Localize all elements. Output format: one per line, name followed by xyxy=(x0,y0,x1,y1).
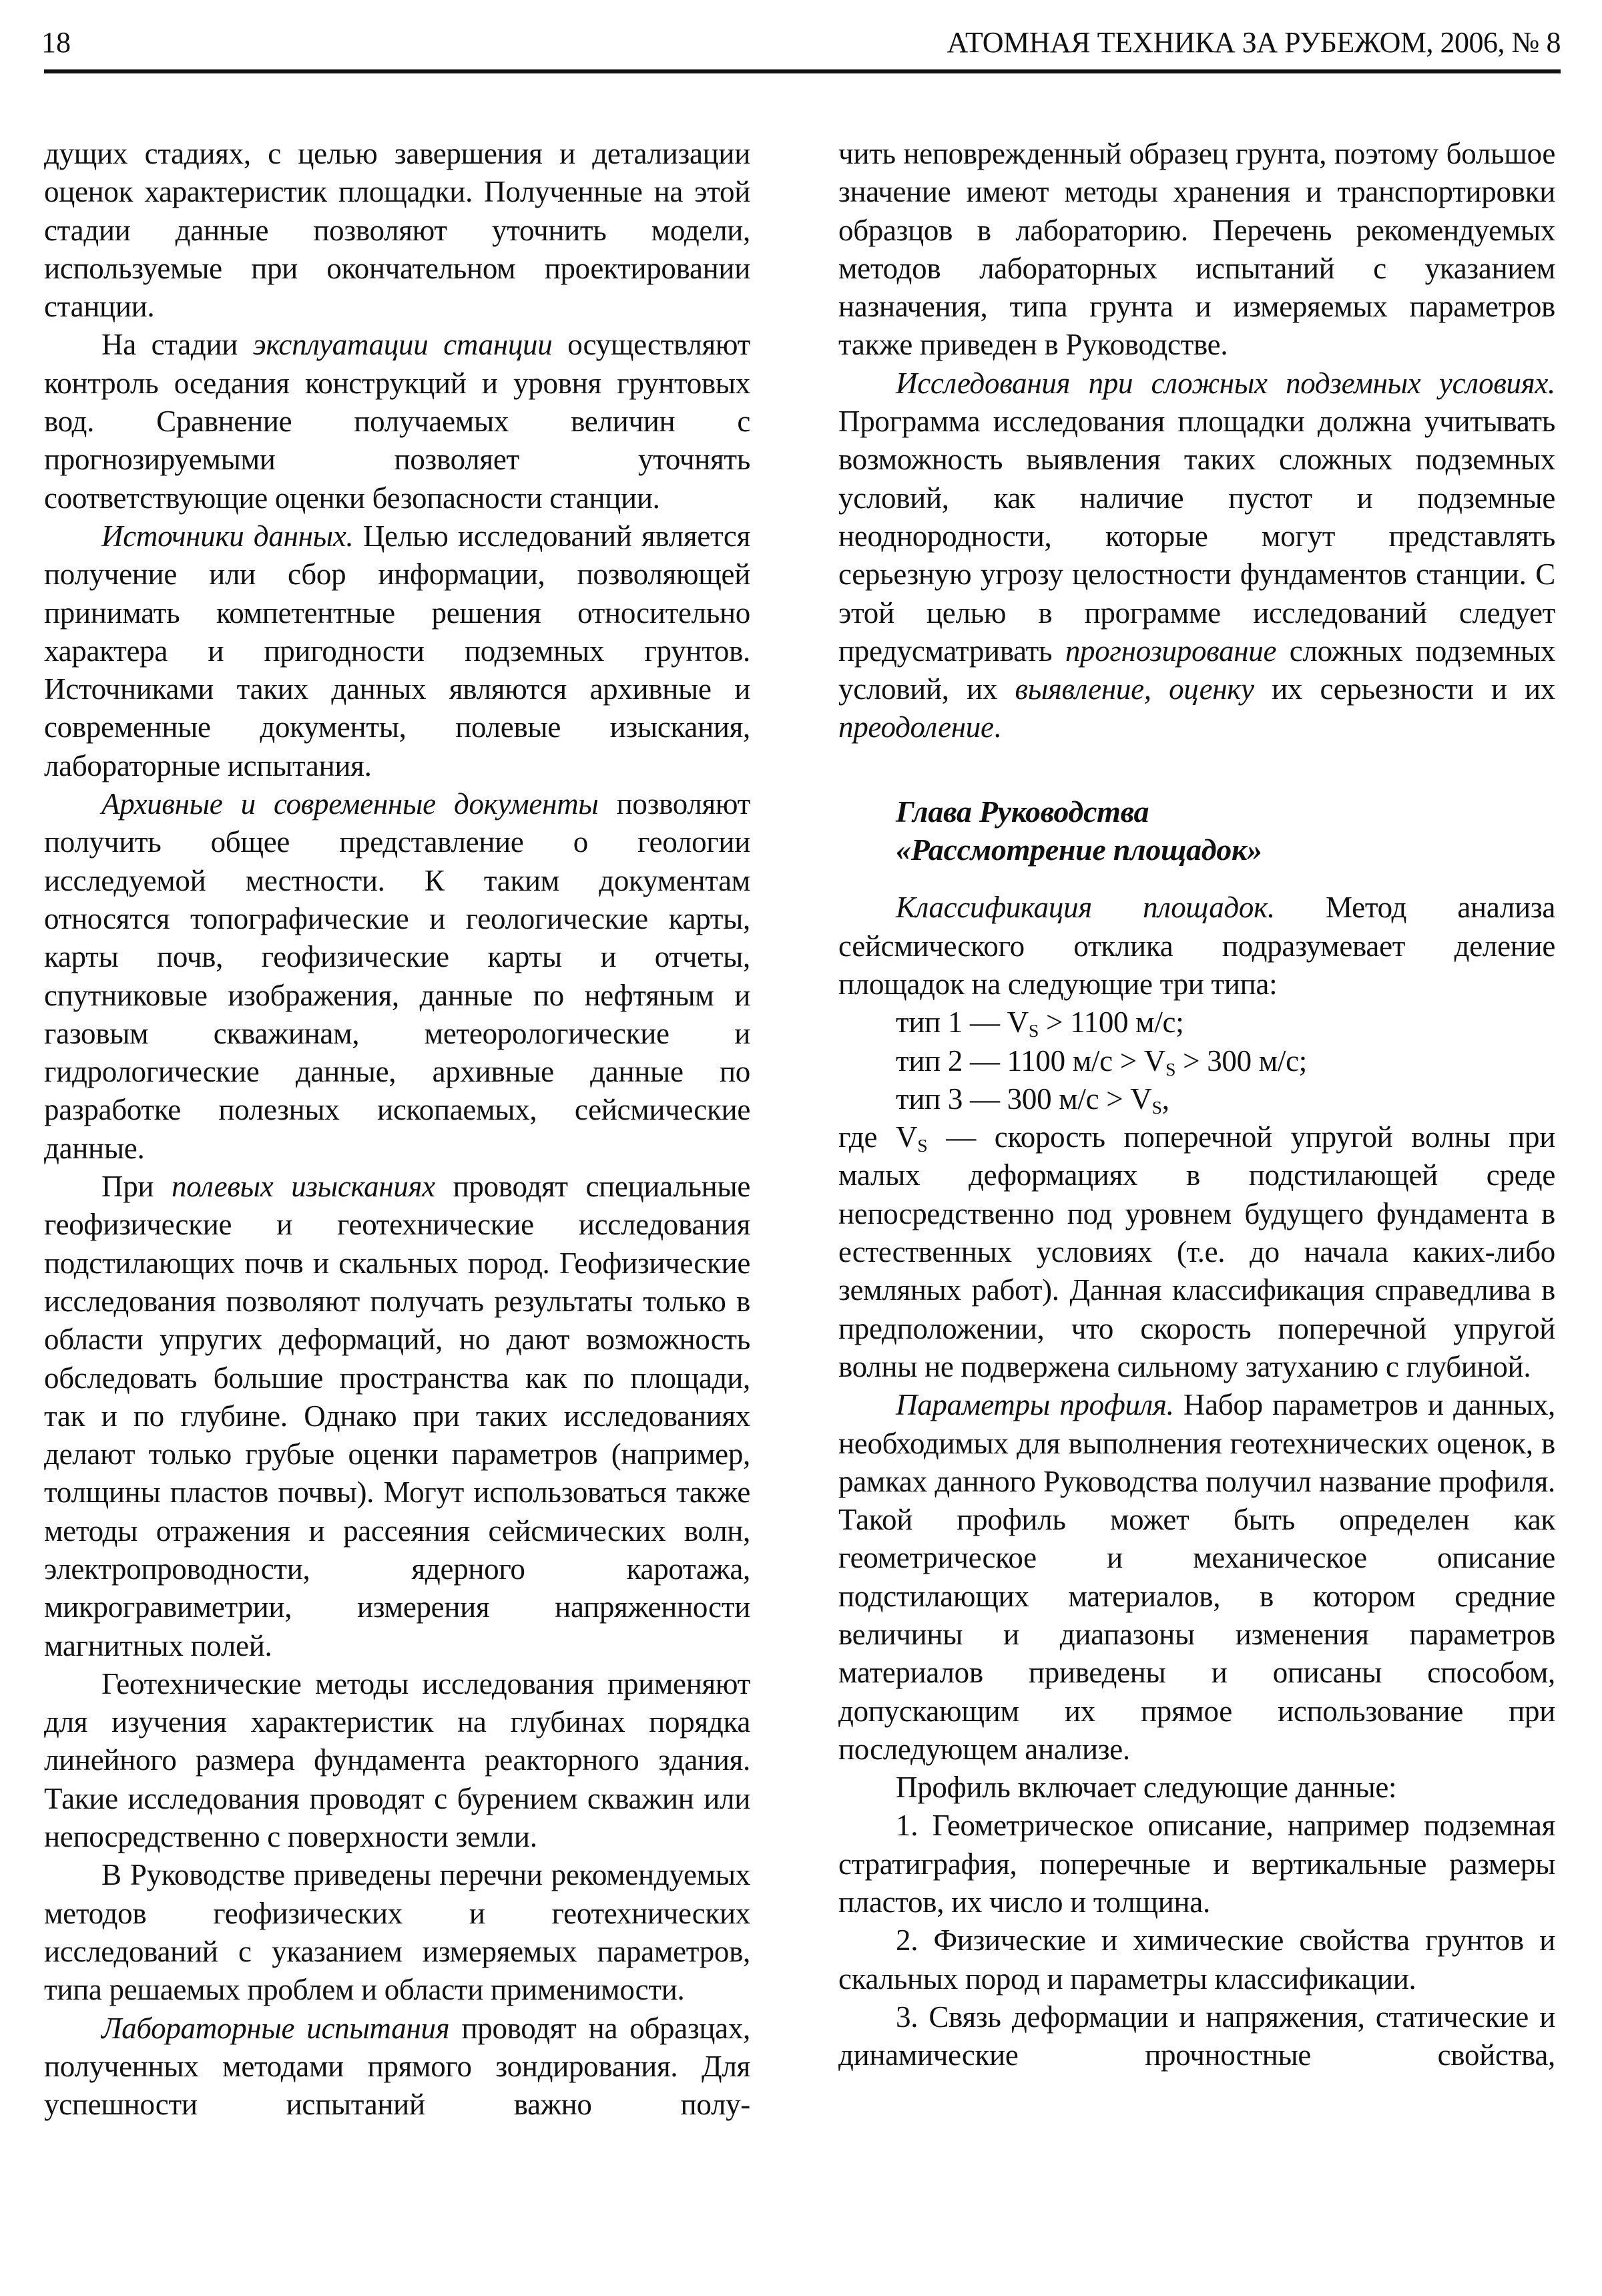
text-run: Геотехнические методы исследования применяют для изучения характеристик на глубинах порядка линейного размера фундамента реакторного здания. Такие исследования проводят с бурением скважин или непосредственно с поверхности земли. xyxy=(44,1666,750,1854)
text-run: > 300 м/с; xyxy=(1175,1044,1308,1078)
formula-line xyxy=(838,1042,1555,1080)
text-run: Метод анализа сейсмического отклика подразумевает деление площадок на следующие три типа: xyxy=(838,891,1555,1001)
paragraph xyxy=(838,1921,1555,1998)
text-run: На стадии xyxy=(101,328,253,362)
paragraph xyxy=(838,135,1555,365)
right-paragraphs-top xyxy=(838,135,1555,747)
page-number: 18 xyxy=(41,26,71,59)
journal-title: АТОМНАЯ ТЕХНИКА ЗА РУБЕЖОМ, 2006, № 8 xyxy=(947,26,1561,59)
text-run: осуществляют контроль оседания конструкций и уровня грунтовых вод. Сравнение получаемых величин с прогнозируемыми позволяет уточнять соответствующие оценки безопасности станции. xyxy=(44,328,751,515)
italic-term: полевых изысканиях xyxy=(171,1170,435,1204)
text-run: сложных подземных условий, их xyxy=(838,634,1555,706)
subscript: S xyxy=(917,1136,928,1157)
italic-term: прогнозирование xyxy=(1065,634,1277,668)
paragraph xyxy=(838,1118,1555,1386)
right-paragraphs-bottom xyxy=(838,889,1555,2074)
paragraph xyxy=(44,2010,750,2124)
paragraph xyxy=(44,517,750,785)
text-run: , xyxy=(1161,1082,1169,1116)
left-column xyxy=(44,135,750,2124)
italic-term: Лабораторные испытания xyxy=(101,2011,450,2045)
paragraph xyxy=(838,1386,1555,1769)
text-run: Программа исследования площадки должна учитывать возможность выявления таких сложных подземных условий, как наличие пустот и подземные неоднородности, которые могут представлять серьезную угрозу целостности фундаментов станции. С этой целью в программе исследований следует предусматривать xyxy=(838,405,1555,668)
paragraph xyxy=(44,1856,750,2009)
paragraph xyxy=(44,1168,750,1665)
paragraph xyxy=(838,1807,1555,1921)
text-run: позволяют получить общее представление о геологии исследуемой местности. К таким документам относятся топографические и геологические карты, карты почв, геофизические карты и отчеты, спутниковые изображения, данные по нефтяным и газовым скважинам, метеорологические и гидрологические данные, архивные данные по разработке полезных ископаемых, сейсмические данные. xyxy=(44,787,750,1165)
section-heading xyxy=(838,792,1555,869)
left-paragraphs xyxy=(44,135,750,2124)
italic-term: выявление, оценку xyxy=(1015,672,1254,706)
text-run: тип 1 — V xyxy=(896,1005,1029,1040)
text-run: — скорость поперечной упругой волны при малых деформациях в подстилающей среде непосредственно под уровнем будущего фундамента в естественных условиях (т.е. до начала каких-либо земляных работ). Данная классификация справедлива в предположении, что скорость поперечной упругой волны не подвержена сильному затуханию с глубиной. xyxy=(838,1120,1555,1383)
formula-line xyxy=(838,1080,1555,1118)
section-heading-line1: Глава Руководства xyxy=(896,794,1149,829)
subscript: S xyxy=(1151,1097,1162,1118)
text-run: тип 2 — 1100 м/с > V xyxy=(896,1044,1165,1078)
paragraph xyxy=(838,1769,1555,1807)
right-column xyxy=(838,135,1555,2075)
text-run: их серьезности и их xyxy=(1254,672,1555,706)
text-run: > 1100 м/с; xyxy=(1039,1005,1184,1040)
text-run: . xyxy=(993,710,1001,744)
running-header xyxy=(41,25,1561,65)
formula-line xyxy=(838,1003,1555,1042)
text-run: дущих стадиях, с целью завершения и детализации оценок характеристик площадки. Полученные на этой стадии данные позволяют уточнить модели, используемые при окончательном проектировании станции. xyxy=(44,137,750,324)
italic-term: преодоление xyxy=(838,710,994,744)
text-run: 1. Геометрическое описание, например подземная стратиграфия, поперечные и вертикальные размеры пластов, их число и толщина. xyxy=(838,1809,1555,1919)
text-run: где V xyxy=(838,1120,918,1154)
subscript: S xyxy=(1165,1059,1176,1080)
text-run: тип 3 — 300 м/с > V xyxy=(896,1082,1152,1116)
text-run: проводят специальные геофизические и геотехнические исследования подстилающих почв и скальных пород. Геофизические исследования позволяют получать результаты только в области упругих деформаций, но дают возможность обследовать большие пространства как по площади, так и по глубине. Однако при таких исследованиях делают только грубые оценки параметров (например, толщины пластов почвы). Могут использоваться также методы отражения и рассеяния сейсмических волн, электропроводности, ядерного каротажа, микрогравиметрии, измерения напряженности магнитных полей. xyxy=(44,1170,751,1662)
text-run: Профиль включает следующие данные: xyxy=(896,1771,1397,1805)
italic-term: Параметры профиля. xyxy=(896,1388,1174,1422)
italic-term: Архивные и современные документы xyxy=(101,787,599,821)
paragraph xyxy=(44,135,750,326)
text-run: При xyxy=(101,1170,172,1204)
text-run: Целью исследований является получение или сбор информации, позволяющей принимать компетентные решения относительно характера и пригодности подземных грунтов. Источниками таких данных являются архивные и современные документы, полевые изыскания, лабораторные испытания. xyxy=(44,519,750,782)
italic-term: Исследования при сложных подземных условиях. xyxy=(896,366,1555,400)
paragraph xyxy=(44,785,750,1168)
paragraph xyxy=(44,326,750,517)
paragraph xyxy=(838,889,1555,1003)
text-run: В Руководстве приведены перечни рекомендуемых методов геофизических и геотехнических исследований с указанием измеряемых параметров, типа решаемых проблем и области применимости. xyxy=(44,1858,750,2007)
text-run: Набор параметров и данных, необходимых для выполнения геотехнических оценок, в рамках данного Руководства получил название профиля. Такой профиль может быть определен как геометрическое и механическое описание подстилающих материалов, в котором средние величины и диапазоны изменения параметров материалов приведены и описаны способом, допускающим их прямое использование при последующем анализе. xyxy=(838,1388,1555,1766)
italic-term: эксплуатации станции xyxy=(252,328,553,362)
text-run: 2. Физические и химические свойства грунтов и скальных пород и параметры классификации. xyxy=(838,1923,1555,1996)
section-heading-line2: «Рассмотрение площадок» xyxy=(896,833,1262,867)
text-run: проводят на образцах, полученных методами прямого зондирования. Для успешности испытаний важно полу- xyxy=(44,2011,750,2122)
subscript: S xyxy=(1028,1021,1039,1042)
italic-term: Источники данных. xyxy=(101,519,354,553)
italic-term: Классификация площадок. xyxy=(896,891,1275,925)
paragraph xyxy=(838,1998,1555,2075)
text-run: 3. Связь деформации и напряжения, статические и динамические прочностные свойства, xyxy=(838,2000,1555,2072)
paragraph xyxy=(838,365,1555,747)
header-rule xyxy=(44,69,1561,73)
text-run: чить неповрежденный образец грунта, поэтому большое значение имеют методы хранения и транспортировки образцов в лабораторию. Перечень рекомендуемых методов лабораторных испытаний с указанием назначения, типа грунта и измеряемых параметров также приведен в Руководстве. xyxy=(838,137,1555,362)
paragraph xyxy=(44,1665,750,1856)
